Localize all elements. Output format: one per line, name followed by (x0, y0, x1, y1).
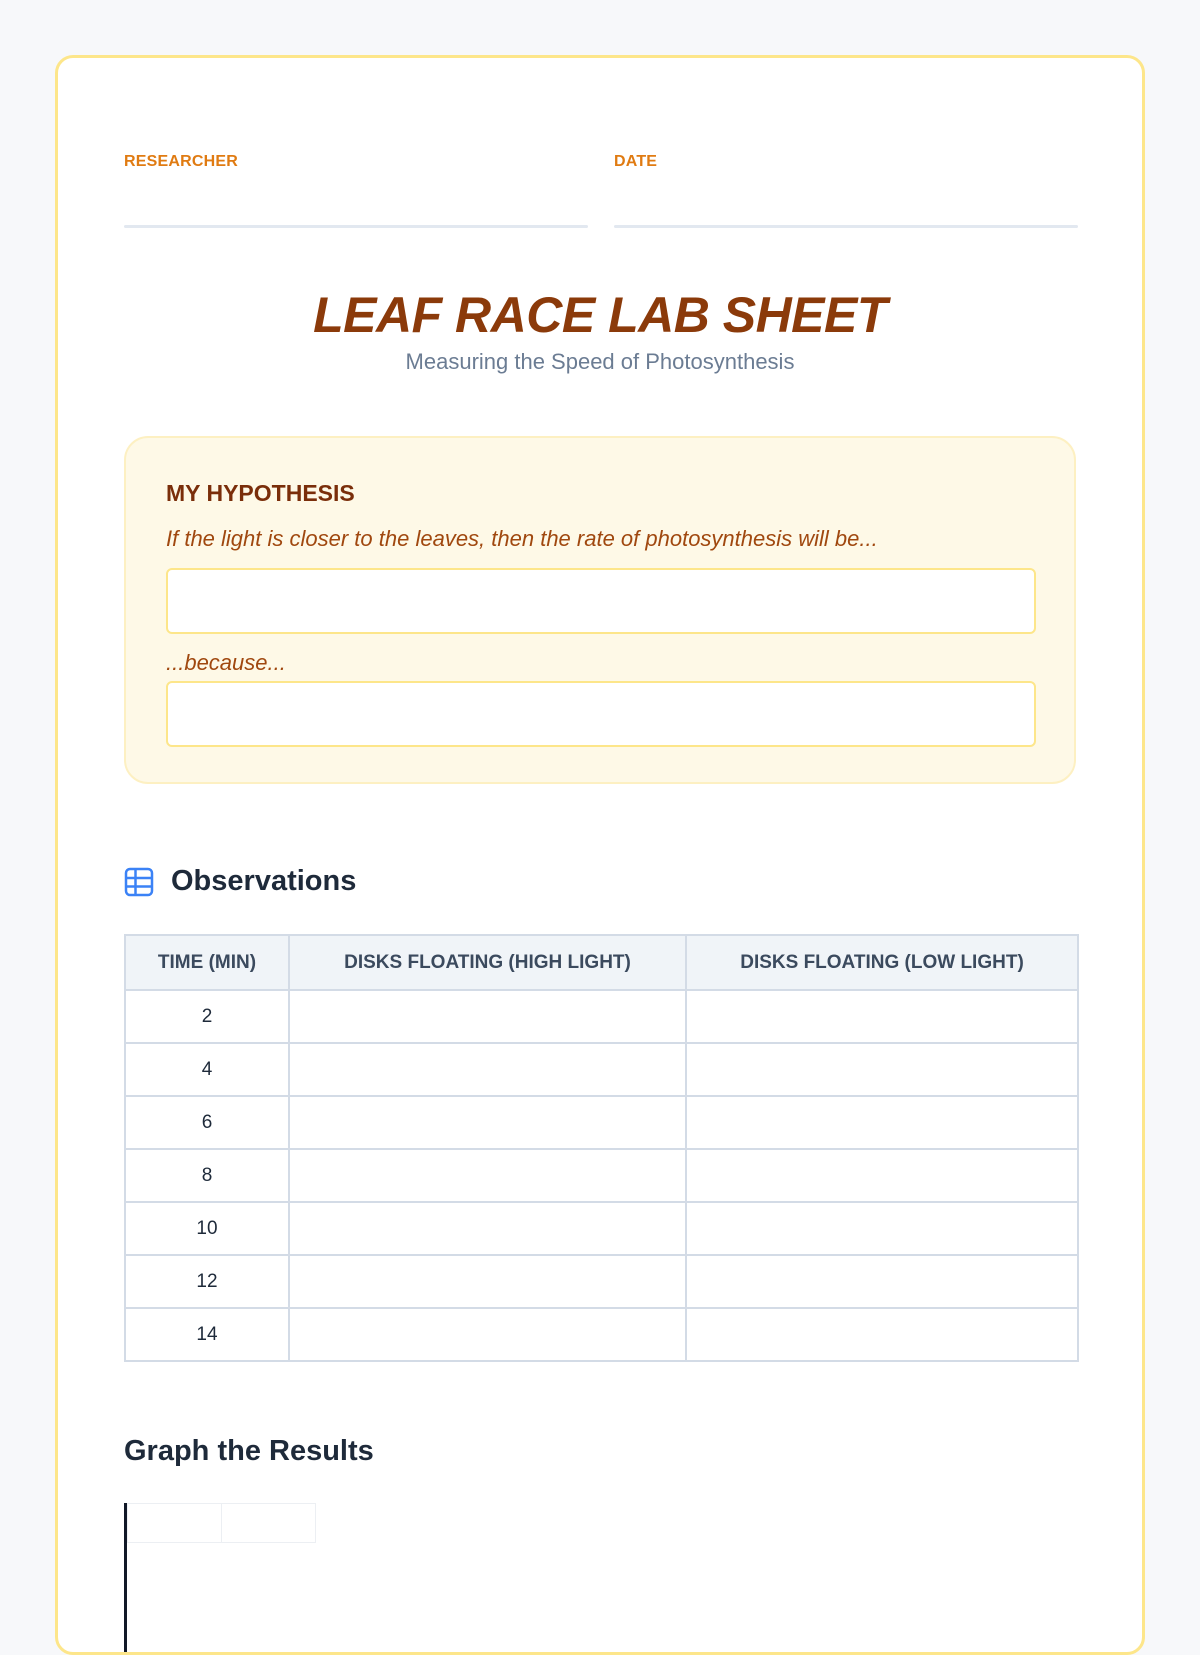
column-header-time: TIME (MIN) (125, 935, 289, 990)
low-light-cell[interactable] (686, 1308, 1078, 1361)
high-light-cell[interactable] (289, 1255, 686, 1308)
low-light-cell[interactable] (686, 1202, 1078, 1255)
high-light-cell[interactable] (289, 990, 686, 1043)
time-cell: 8 (125, 1149, 289, 1202)
hypothesis-box (124, 436, 1076, 784)
page-title: LEAF RACE LAB SHEET (313, 287, 887, 343)
lab-sheet (55, 55, 1145, 1655)
researcher-field[interactable] (124, 153, 588, 171)
table-row (125, 1149, 1078, 1202)
high-light-cell[interactable] (289, 1149, 686, 1202)
table-row (125, 990, 1078, 1043)
hypothesis-because-input[interactable] (166, 681, 1036, 747)
time-cell: 4 (125, 1043, 289, 1096)
table-row (125, 1043, 1078, 1096)
researcher-line[interactable] (124, 225, 588, 228)
meta-row (124, 153, 1076, 233)
table-row (125, 1202, 1078, 1255)
column-header-low-light: DISKS FLOATING (LOW LIGHT) (686, 935, 1078, 990)
page-subtitle: Measuring the Speed of Photosynthesis (405, 349, 795, 374)
table-header-row (125, 935, 1078, 990)
researcher-label: RESEARCHER (124, 153, 239, 170)
table-row (125, 1255, 1078, 1308)
low-light-cell[interactable] (686, 1043, 1078, 1096)
hypothesis-prompt: If the light is closer to the leaves, then the rate of photosynthesis will be... (166, 526, 878, 551)
table-row (125, 1308, 1078, 1361)
table-row (125, 1096, 1078, 1149)
date-line[interactable] (614, 225, 1078, 228)
hypothesis-because-label: ...because... (166, 650, 286, 675)
table-icon (124, 867, 154, 897)
time-cell: 6 (125, 1096, 289, 1149)
date-label: DATE (614, 153, 658, 170)
graph-title: Graph the Results (124, 1435, 374, 1467)
observations-title: Observations (171, 865, 357, 897)
high-light-cell[interactable] (289, 1308, 686, 1361)
high-light-cell[interactable] (289, 1043, 686, 1096)
low-light-cell[interactable] (686, 990, 1078, 1043)
time-cell: 10 (125, 1202, 289, 1255)
hypothesis-answer-input[interactable] (166, 568, 1036, 634)
low-light-cell[interactable] (686, 1149, 1078, 1202)
time-cell: 2 (125, 990, 289, 1043)
hypothesis-title: MY HYPOTHESIS (166, 480, 355, 506)
observations-table (124, 934, 1079, 1362)
low-light-cell[interactable] (686, 1096, 1078, 1149)
time-cell: 14 (125, 1308, 289, 1361)
graph-grid-cell (127, 1503, 222, 1543)
graph-area[interactable] (124, 1503, 1076, 1655)
high-light-cell[interactable] (289, 1096, 686, 1149)
time-cell: 12 (125, 1255, 289, 1308)
column-header-high-light: DISKS FLOATING (HIGH LIGHT) (289, 935, 686, 990)
graph-grid-cell (221, 1503, 316, 1543)
high-light-cell[interactable] (289, 1202, 686, 1255)
date-field[interactable] (614, 153, 1078, 171)
low-light-cell[interactable] (686, 1255, 1078, 1308)
